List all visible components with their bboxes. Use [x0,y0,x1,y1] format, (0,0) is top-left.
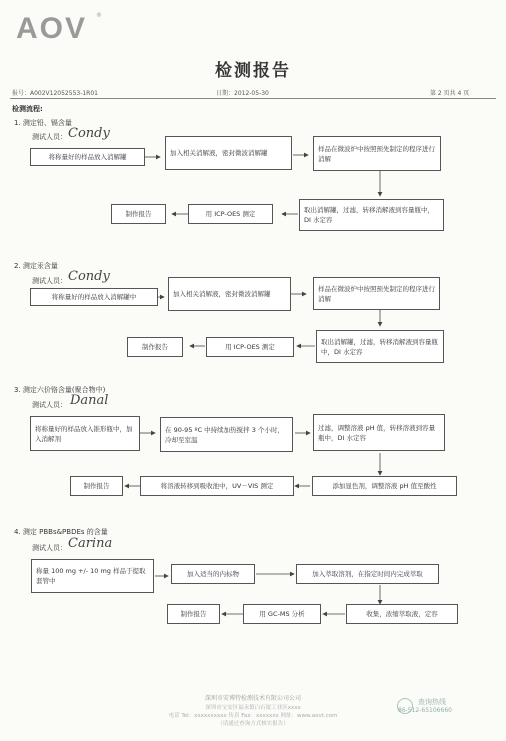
process-heading: 检测流程: [12,105,43,113]
section-2-step-5: 用 ICP-OES 测定 [206,337,294,357]
section-4-step-2: 加入适当的内标物 [171,564,255,584]
registered-mark: ® [96,12,102,19]
section-1-tester-label: 测试人员： [32,133,67,141]
section-2-step-1: 将称量好的样品放入消解罐中 [30,288,158,306]
footer-company: 深圳市安博特检测技术有限公司公司 [204,695,301,702]
footer-contact: 电话 Tel：xxxxxxxxxx 传真 Fax：xxxxxxx 网址：www.aovt.com [168,713,338,719]
section-3-step-5: 将溶液转移到吸收池中，UV－VIS 测定 [140,476,294,496]
section-1-step-1: 将称量好的样品放入消解罐 [30,148,145,166]
section-1-signature: Condy [68,126,110,141]
page-title: 检测报告 [215,61,291,81]
footer-address: 深圳市宝安区福永镇白石厦工业区xxxx [205,705,301,711]
section-3-step-6: 制作报告 [70,476,123,496]
section-2-step-2: 加入相关消解液，密封微波消解罐 [168,277,291,311]
section-1-step-6: 制作报告 [111,204,166,224]
section-3-step-1: 将称量好的样品放入锥形瓶中，加入消解剂 [30,416,140,451]
section-1-step-2: 加入相关消解液，密封微波消解罐 [165,136,292,170]
hotline-label: 查询热线 [418,698,446,706]
section-4-step-5: 用 GC-MS 分析 [243,604,321,624]
section-4-signature: Carina [68,536,113,551]
report-number: 报号：A002V12052553-1R01 [12,90,98,97]
section-4-step-4: 收集，浓缩萃取液，定容 [346,604,458,624]
section-4-step-1: 称量 100 mg +/- 10 mg 样品于提取套管中 [31,559,154,593]
section-1-heading: 1. 测定铅、镉含量 [14,119,72,127]
report-date: 日期：2012-05-30 [216,90,269,97]
section-1-step-3: 样品在微波炉中按照预先制定的程序进行消解 [313,136,441,171]
section-2-step-4: 取出消解罐，过滤，转移消解液到容量瓶中，DI 水定容 [316,330,444,363]
section-2-heading: 2. 测定汞含量 [14,262,58,270]
hotline-number: 86-512-65106660 [398,707,452,714]
section-1-step-5: 用 ICP-OES 测定 [188,204,273,224]
page-number: 第 2 页共 4 页 [430,90,470,97]
section-3-step-3: 过滤，调整溶液 pH 值，转移溶液到容量瓶中，DI 水定容 [313,414,445,451]
section-3-step-4: 添加显色剂，调整溶液 pH 值至酸性 [312,476,457,496]
section-4-step-6: 制作报告 [167,604,220,624]
section-1-step-4: 取出消解罐，过滤，转移消解液到容量瓶中，DI 水定容 [299,199,444,231]
section-4-step-3: 加入萃取溶剂，在指定时间内完成萃取 [296,564,439,584]
section-3-tester-label: 测试人员： [32,401,67,409]
section-4-tester-label: 测试人员： [32,544,67,552]
company-logo: AOV [16,12,88,45]
section-3-step-2: 在 90-95 ºC 中持续加热搅拌 3 个小时，冷却至室温 [160,417,293,452]
section-2-step-6: 制作报告 [127,337,183,357]
section-4-heading: 4. 测定 PBBs&PBDEs 的含量 [14,528,108,536]
section-2-step-3: 样品在微波炉中按照预先制定的程序进行消解 [313,277,440,310]
section-2-tester-label: 测试人员： [32,277,67,285]
section-3-signature: Danal [70,393,109,408]
footer-note: （请通过查询方式核实报告） [217,721,289,727]
section-3-heading: 3. 测定六价铬含量(聚合物中) [14,386,106,394]
section-2-signature: Condy [68,269,110,284]
